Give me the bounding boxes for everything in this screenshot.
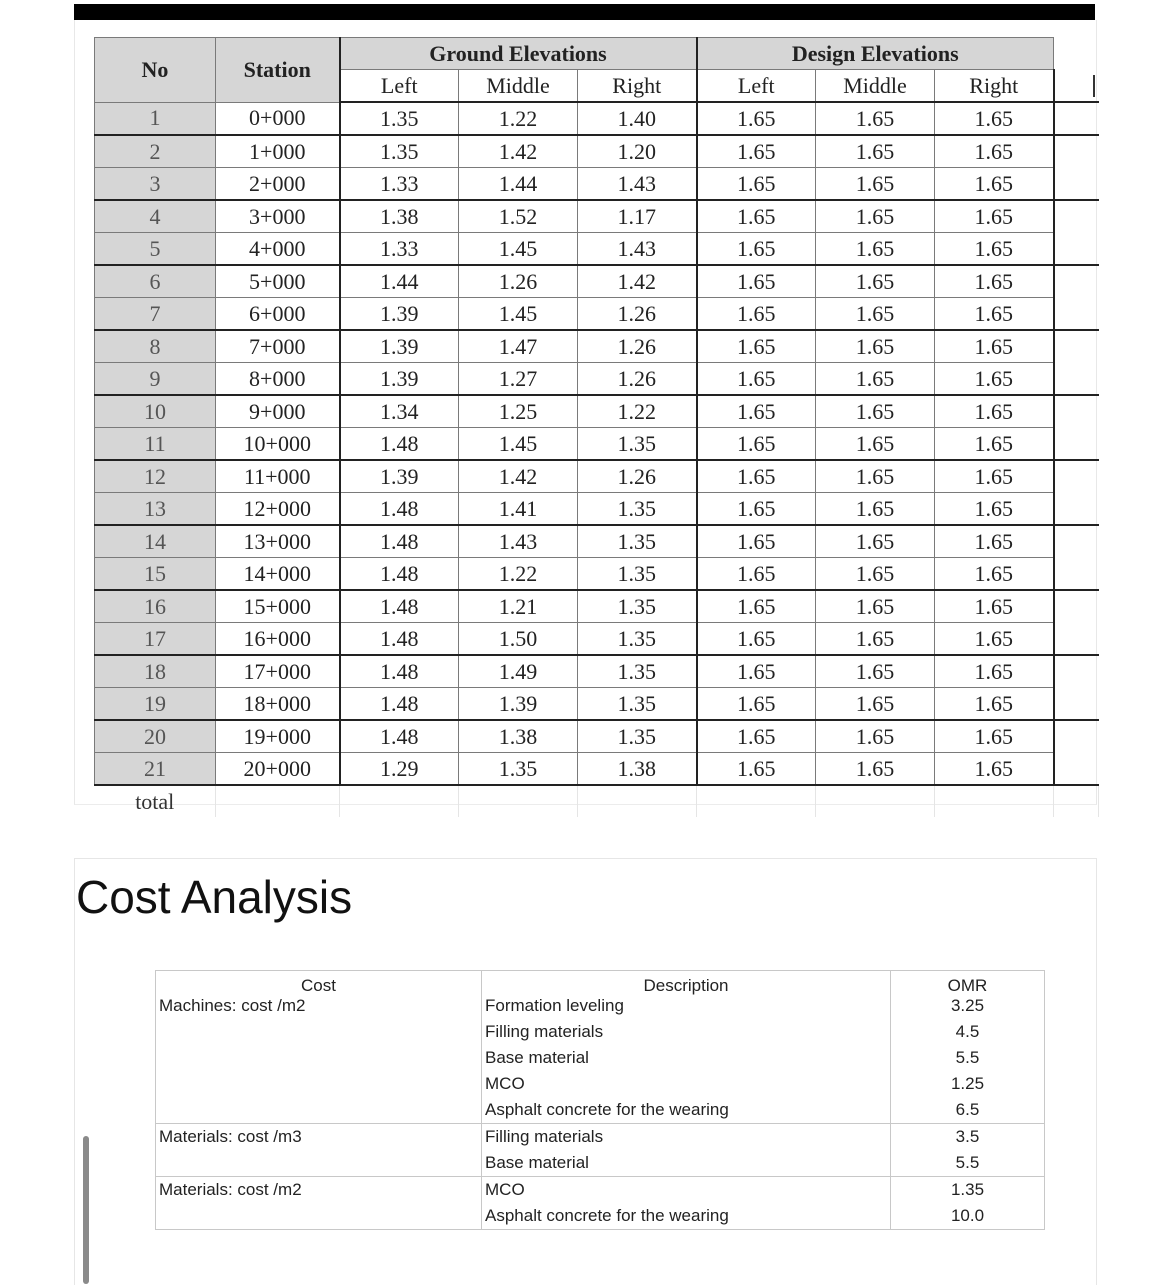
omr-value: 10.0 (950, 1206, 985, 1225)
design-right-cell: 1.65 (935, 590, 1054, 623)
blank-cell (1054, 363, 1099, 396)
design-left-cell: 1.65 (697, 655, 816, 688)
ground-left-cell: 1.39 (340, 330, 459, 363)
blank-cell (1054, 38, 1099, 70)
table-row (95, 395, 1099, 428)
total-cell (340, 785, 459, 817)
station-cell: 5+000 (216, 265, 340, 298)
ground-left-cell: 1.39 (340, 460, 459, 493)
blank-cell (1054, 200, 1099, 233)
table-row (95, 493, 1099, 526)
description-cell (482, 1177, 891, 1230)
design-right-cell: 1.65 (935, 688, 1054, 721)
design-right-cell: 1.65 (935, 525, 1054, 558)
row-number: 15 (95, 558, 216, 591)
total-cell (216, 785, 340, 817)
blank-cell (1054, 525, 1099, 558)
table-row (95, 298, 1099, 331)
ground-right-cell: 1.35 (578, 590, 697, 623)
design-left-cell: 1.65 (697, 590, 816, 623)
design-left-cell: 1.65 (697, 460, 816, 493)
table-row (95, 428, 1099, 461)
cost-group-row (156, 1177, 1045, 1230)
omr-cell (891, 993, 1045, 1124)
ground-right-cell: 1.43 (578, 168, 697, 201)
header-ground-middle: Middle (459, 70, 578, 103)
ground-right-cell: 1.35 (578, 493, 697, 526)
design-right-cell: 1.65 (935, 558, 1054, 591)
design-middle-cell: 1.65 (816, 135, 935, 168)
cost-category-cell (156, 993, 482, 1124)
omr-value: 4.5 (955, 1022, 980, 1041)
total-cell (697, 785, 816, 817)
design-right-cell: 1.65 (935, 460, 1054, 493)
design-right-cell: 1.65 (935, 428, 1054, 461)
header-station: Station (216, 38, 340, 103)
station-cell: 9+000 (216, 395, 340, 428)
ground-middle-cell: 1.42 (459, 135, 578, 168)
design-middle-cell: 1.65 (816, 200, 935, 233)
cost-table (155, 970, 1045, 1230)
header-design-middle: Middle (816, 70, 935, 103)
total-cell (1054, 785, 1099, 817)
ground-middle-cell: 1.42 (459, 460, 578, 493)
blank-cell (1054, 493, 1099, 526)
omr-cell (891, 1177, 1045, 1230)
description-cell (482, 993, 891, 1124)
ground-left-cell: 1.33 (340, 233, 459, 266)
station-cell: 3+000 (216, 200, 340, 233)
table-row (95, 688, 1099, 721)
design-middle-cell: 1.65 (816, 525, 935, 558)
cost-category-cell (156, 1124, 482, 1177)
ground-right-cell: 1.42 (578, 265, 697, 298)
table-row (95, 330, 1099, 363)
station-cell: 19+000 (216, 720, 340, 753)
design-right-cell: 1.65 (935, 623, 1054, 656)
design-middle-cell: 1.65 (816, 102, 935, 135)
header-row-top (95, 38, 1099, 70)
design-left-cell: 1.65 (697, 493, 816, 526)
design-right-cell: 1.65 (935, 395, 1054, 428)
design-left-cell: 1.65 (697, 298, 816, 331)
description-item: Formation leveling (485, 996, 624, 1015)
omr-value: 6.5 (955, 1100, 980, 1119)
table-row (95, 623, 1099, 656)
omr-value: 3.25 (950, 996, 985, 1015)
table-row (95, 233, 1099, 266)
omr-cell (891, 1124, 1045, 1177)
station-cell: 11+000 (216, 460, 340, 493)
design-right-cell: 1.65 (935, 753, 1054, 786)
ground-left-cell: 1.48 (340, 590, 459, 623)
table-row (95, 655, 1099, 688)
table-row (95, 590, 1099, 623)
design-middle-cell: 1.65 (816, 493, 935, 526)
row-number: 9 (95, 363, 216, 396)
ground-middle-cell: 1.38 (459, 720, 578, 753)
design-middle-cell: 1.65 (816, 298, 935, 331)
blank-cell (1054, 688, 1099, 721)
design-right-cell: 1.65 (935, 233, 1054, 266)
station-cell: 15+000 (216, 590, 340, 623)
design-right-cell: 1.65 (935, 200, 1054, 233)
design-middle-cell: 1.65 (816, 233, 935, 266)
design-left-cell: 1.65 (697, 720, 816, 753)
description-item: MCO (485, 1180, 525, 1199)
row-number: 2 (95, 135, 216, 168)
design-middle-cell: 1.65 (816, 688, 935, 721)
ground-right-cell: 1.26 (578, 330, 697, 363)
ground-left-cell: 1.39 (340, 363, 459, 396)
station-cell: 4+000 (216, 233, 340, 266)
ground-left-cell: 1.48 (340, 493, 459, 526)
station-cell: 8+000 (216, 363, 340, 396)
table-row (95, 753, 1099, 786)
ground-middle-cell: 1.41 (459, 493, 578, 526)
blank-cell (1054, 102, 1099, 135)
header-design-elevations: Design Elevations (697, 38, 1054, 70)
header-no: No (95, 38, 216, 103)
header-ground-right: Right (578, 70, 697, 103)
ground-left-cell: 1.34 (340, 395, 459, 428)
ground-right-cell: 1.43 (578, 233, 697, 266)
blank-cell (1054, 428, 1099, 461)
blank-cell (1054, 330, 1099, 363)
ground-middle-cell: 1.22 (459, 102, 578, 135)
table-row (95, 460, 1099, 493)
design-left-cell: 1.65 (697, 102, 816, 135)
design-left-cell: 1.65 (697, 428, 816, 461)
ground-right-cell: 1.22 (578, 395, 697, 428)
table-row (95, 102, 1099, 135)
blank-cell (1054, 135, 1099, 168)
design-left-cell: 1.65 (697, 395, 816, 428)
station-cell: 1+000 (216, 135, 340, 168)
design-right-cell: 1.65 (935, 363, 1054, 396)
ground-left-cell: 1.48 (340, 623, 459, 656)
cost-group-row (156, 993, 1045, 1124)
cost-category-cell (156, 1177, 482, 1230)
ground-right-cell: 1.26 (578, 298, 697, 331)
ground-middle-cell: 1.50 (459, 623, 578, 656)
row-number: 10 (95, 395, 216, 428)
blank-cell (1054, 168, 1099, 201)
design-left-cell: 1.65 (697, 265, 816, 298)
design-middle-cell: 1.65 (816, 395, 935, 428)
design-middle-cell: 1.65 (816, 330, 935, 363)
total-row (95, 785, 1099, 817)
design-left-cell: 1.65 (697, 200, 816, 233)
total-cell (459, 785, 578, 817)
ground-left-cell: 1.33 (340, 168, 459, 201)
ground-middle-cell: 1.45 (459, 233, 578, 266)
description-item: Base material (485, 1048, 589, 1067)
design-middle-cell: 1.65 (816, 720, 935, 753)
station-cell: 16+000 (216, 623, 340, 656)
design-middle-cell: 1.65 (816, 265, 935, 298)
ground-middle-cell: 1.21 (459, 590, 578, 623)
header-omr: OMR (891, 971, 1045, 994)
row-number: 18 (95, 655, 216, 688)
ground-middle-cell: 1.35 (459, 753, 578, 786)
table-row (95, 525, 1099, 558)
ground-right-cell: 1.35 (578, 688, 697, 721)
header-design-left: Left (697, 70, 816, 103)
description-item: Asphalt concrete for the wearing (485, 1206, 729, 1225)
row-number: 16 (95, 590, 216, 623)
omr-value: 5.5 (955, 1153, 980, 1172)
design-left-cell: 1.65 (697, 525, 816, 558)
ground-left-cell: 1.48 (340, 655, 459, 688)
scrollbar[interactable] (83, 1136, 89, 1284)
ground-right-cell: 1.26 (578, 460, 697, 493)
table-row (95, 363, 1099, 396)
table-row (95, 265, 1099, 298)
station-cell: 12+000 (216, 493, 340, 526)
design-right-cell: 1.65 (935, 720, 1054, 753)
row-number: 6 (95, 265, 216, 298)
row-number: 7 (95, 298, 216, 331)
ground-middle-cell: 1.25 (459, 395, 578, 428)
row-number: 3 (95, 168, 216, 201)
ground-right-cell: 1.35 (578, 525, 697, 558)
ground-left-cell: 1.48 (340, 720, 459, 753)
station-cell: 13+000 (216, 525, 340, 558)
description-item: Asphalt concrete for the wearing (485, 1100, 729, 1119)
row-number: 4 (95, 200, 216, 233)
blank-cell (1054, 623, 1099, 656)
design-left-cell: 1.65 (697, 688, 816, 721)
design-left-cell: 1.65 (697, 233, 816, 266)
design-middle-cell: 1.65 (816, 623, 935, 656)
design-right-cell: 1.65 (935, 330, 1054, 363)
ground-right-cell: 1.26 (578, 363, 697, 396)
column-marker (1093, 75, 1095, 97)
station-cell: 2+000 (216, 168, 340, 201)
total-label: total (95, 785, 216, 817)
header-cost: Cost (156, 971, 482, 994)
description-item: Filling materials (485, 1127, 604, 1146)
ground-right-cell: 1.35 (578, 428, 697, 461)
station-cell: 17+000 (216, 655, 340, 688)
ground-right-cell: 1.40 (578, 102, 697, 135)
row-number: 20 (95, 720, 216, 753)
omr-value: 5.5 (955, 1048, 980, 1067)
station-cell: 14+000 (216, 558, 340, 591)
total-cell (816, 785, 935, 817)
ground-left-cell: 1.48 (340, 688, 459, 721)
blank-cell (1054, 753, 1099, 786)
blank-cell (1054, 395, 1099, 428)
row-number: 19 (95, 688, 216, 721)
ground-middle-cell: 1.26 (459, 265, 578, 298)
table-row (95, 720, 1099, 753)
total-cell (935, 785, 1054, 817)
ground-left-cell: 1.38 (340, 200, 459, 233)
ground-left-cell: 1.39 (340, 298, 459, 331)
blank-cell (1054, 590, 1099, 623)
design-right-cell: 1.65 (935, 265, 1054, 298)
station-cell: 18+000 (216, 688, 340, 721)
design-right-cell: 1.65 (935, 168, 1054, 201)
design-middle-cell: 1.65 (816, 168, 935, 201)
table-row (95, 135, 1099, 168)
omr-value: 3.5 (955, 1127, 980, 1146)
row-number: 8 (95, 330, 216, 363)
blank-cell (1054, 720, 1099, 753)
design-left-cell: 1.65 (697, 135, 816, 168)
design-middle-cell: 1.65 (816, 428, 935, 461)
row-number: 17 (95, 623, 216, 656)
design-left-cell: 1.65 (697, 363, 816, 396)
design-left-cell: 1.65 (697, 330, 816, 363)
ground-middle-cell: 1.45 (459, 428, 578, 461)
design-right-cell: 1.65 (935, 493, 1054, 526)
header-description: Description (482, 971, 891, 994)
ground-middle-cell: 1.27 (459, 363, 578, 396)
design-middle-cell: 1.65 (816, 460, 935, 493)
ground-middle-cell: 1.22 (459, 558, 578, 591)
ground-right-cell: 1.35 (578, 655, 697, 688)
ground-right-cell: 1.35 (578, 623, 697, 656)
ground-left-cell: 1.44 (340, 265, 459, 298)
design-middle-cell: 1.65 (816, 655, 935, 688)
description-item: Filling materials (485, 1022, 604, 1041)
row-number: 12 (95, 460, 216, 493)
top-black-bar (74, 4, 1095, 20)
blank-cell (1054, 265, 1099, 298)
station-cell: 7+000 (216, 330, 340, 363)
ground-left-cell: 1.48 (340, 558, 459, 591)
row-number: 21 (95, 753, 216, 786)
cost-group-row (156, 1124, 1045, 1177)
station-cell: 10+000 (216, 428, 340, 461)
row-number: 11 (95, 428, 216, 461)
row-number: 1 (95, 102, 216, 135)
ground-right-cell: 1.38 (578, 753, 697, 786)
design-right-cell: 1.65 (935, 102, 1054, 135)
station-cell: 6+000 (216, 298, 340, 331)
design-middle-cell: 1.65 (816, 590, 935, 623)
design-left-cell: 1.65 (697, 558, 816, 591)
ground-right-cell: 1.35 (578, 558, 697, 591)
cost-category: Materials: cost /m3 (159, 1127, 302, 1146)
row-number: 14 (95, 525, 216, 558)
station-cell: 20+000 (216, 753, 340, 786)
row-number: 5 (95, 233, 216, 266)
ground-left-cell: 1.48 (340, 428, 459, 461)
description-item: Base material (485, 1153, 589, 1172)
design-middle-cell: 1.65 (816, 363, 935, 396)
blank-cell (1054, 70, 1099, 103)
design-middle-cell: 1.65 (816, 558, 935, 591)
ground-left-cell: 1.29 (340, 753, 459, 786)
station-cell: 0+000 (216, 102, 340, 135)
row-number: 13 (95, 493, 216, 526)
blank-cell (1054, 298, 1099, 331)
ground-middle-cell: 1.44 (459, 168, 578, 201)
design-right-cell: 1.65 (935, 655, 1054, 688)
design-middle-cell: 1.65 (816, 753, 935, 786)
table-row (95, 558, 1099, 591)
ground-right-cell: 1.35 (578, 720, 697, 753)
blank-cell (1054, 558, 1099, 591)
cost-category: Machines: cost /m2 (159, 996, 306, 1015)
blank-cell (1054, 655, 1099, 688)
header-ground-elevations: Ground Elevations (340, 38, 697, 70)
omr-value: 1.25 (950, 1074, 985, 1093)
ground-middle-cell: 1.52 (459, 200, 578, 233)
omr-value: 1.35 (950, 1180, 985, 1199)
cost-category: Materials: cost /m2 (159, 1180, 302, 1199)
blank-cell (1054, 460, 1099, 493)
ground-left-cell: 1.48 (340, 525, 459, 558)
table-row (95, 168, 1099, 201)
design-right-cell: 1.65 (935, 135, 1054, 168)
ground-right-cell: 1.20 (578, 135, 697, 168)
cost-analysis-title: Cost Analysis (76, 871, 353, 923)
header-design-right: Right (935, 70, 1054, 103)
ground-middle-cell: 1.39 (459, 688, 578, 721)
ground-left-cell: 1.35 (340, 135, 459, 168)
cost-header-row (156, 971, 1045, 994)
design-left-cell: 1.65 (697, 623, 816, 656)
design-left-cell: 1.65 (697, 168, 816, 201)
ground-middle-cell: 1.43 (459, 525, 578, 558)
elevation-table (94, 37, 1099, 817)
ground-middle-cell: 1.49 (459, 655, 578, 688)
ground-right-cell: 1.17 (578, 200, 697, 233)
table-row (95, 200, 1099, 233)
design-right-cell: 1.65 (935, 298, 1054, 331)
ground-middle-cell: 1.45 (459, 298, 578, 331)
ground-middle-cell: 1.47 (459, 330, 578, 363)
ground-left-cell: 1.35 (340, 102, 459, 135)
header-ground-left: Left (340, 70, 459, 103)
description-item: MCO (485, 1074, 525, 1093)
description-cell (482, 1124, 891, 1177)
blank-cell (1054, 233, 1099, 266)
total-cell (578, 785, 697, 817)
design-left-cell: 1.65 (697, 753, 816, 786)
